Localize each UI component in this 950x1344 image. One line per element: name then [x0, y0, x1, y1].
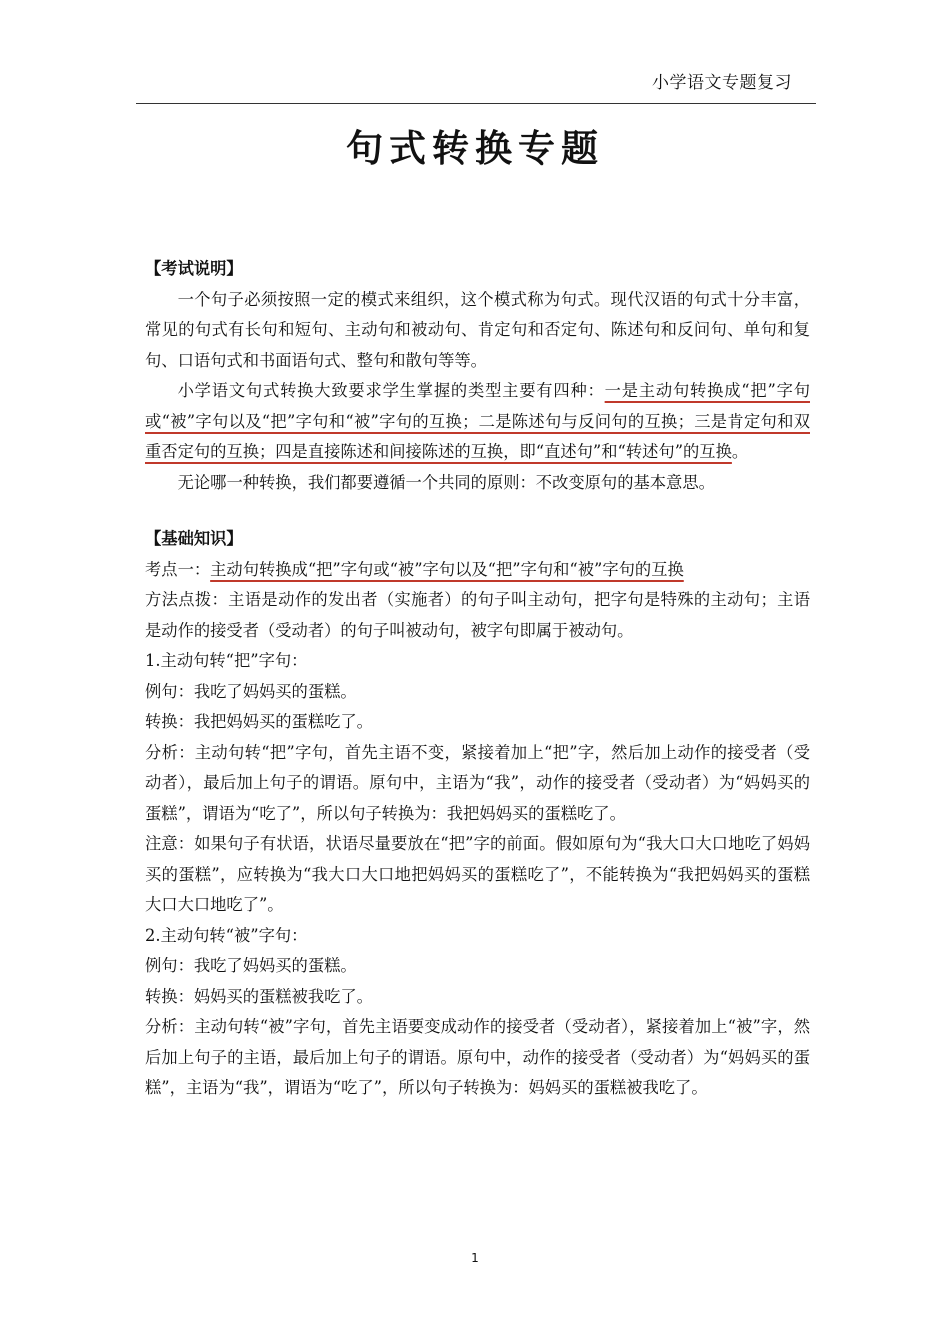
- analysis-2: 分析：主动句转“被”字句，首先主语要变成动作的接受者（受动者），紧接着加上“被”字，然后加上句子的主语，最后加上句子的谓语。原句中，动作的接受者（受动者）为“妈妈买的蛋糕”，主语为“我”，谓语为“吃了”，所以句子转换为：妈妈买的蛋糕被我吃了。: [145, 1017, 810, 1097]
- point1-lead: 考点一：: [145, 559, 211, 579]
- basics-heading: 【基础知识】: [145, 529, 243, 548]
- example-1: 例句：我吃了妈妈买的蛋糕。: [145, 681, 357, 701]
- section-gap: [145, 498, 810, 524]
- header-divider: [136, 103, 816, 104]
- conversion-2: 转换：妈妈买的蛋糕被我吃了。: [145, 986, 373, 1006]
- header-label: 小学语文专题复习: [652, 73, 792, 93]
- method-paragraph: 方法点拨：主语是动作的发出者（实施者）的句子叫主动句，把字句是特殊的主动句；主语是动作的接受者（受动者）的句子叫被动句，被字句即属于被动句。: [145, 590, 810, 640]
- example-2: 例句：我吃了妈妈买的蛋糕。: [145, 956, 357, 975]
- item-1-heading: 1.主动句转“把”字句：: [145, 651, 308, 670]
- conversion-1: 转换：我把妈妈买的蛋糕吃了。: [145, 712, 373, 731]
- analysis-1: 分析：主动句转“把”字句，首先主语不变，紧接着加上“把”字，然后加上动作的接受者（受动者），最后加上句子的谓语。原句中，主语为“我”，动作的接受者（受动者）为“妈妈买的蛋糕”，谓语为“吃了”，所以句子转换为：我把妈妈买的蛋糕吃了。: [145, 742, 810, 823]
- exam-paragraph-2: [145, 376, 810, 468]
- page-number: 1: [471, 1251, 479, 1265]
- point1-line: [145, 555, 810, 586]
- exam-p2-lead: 小学语文句式转换大致要求学生掌握的类型主要有四种：: [177, 381, 605, 400]
- exam-p2-tail: 。: [731, 442, 749, 461]
- page-title: 句式转换专题: [346, 127, 604, 170]
- point1-underlined: 主动句转换成“把”字句或“被”字句以及“把”字句和“被”字句的互换: [210, 559, 684, 579]
- note-1: 注意：如果句子有状语，状语尽量要放在“把”字的前面。假如原句为“我大口大口地吃了妈妈买的蛋糕”，应转换为“我大口大口地把妈妈买的蛋糕吃了”，不能转换为“我把妈妈买的蛋糕大口大口地吃了”。: [145, 834, 810, 914]
- item-2-heading: 2.主动句转“被”字句：: [145, 925, 308, 945]
- exam-heading: 【考试说明】: [145, 259, 243, 278]
- exam-p2-underlined: 一是主动句转换成“把”字句或“被”字句以及“把”字句和“被”字句的互换；二是陈述句与反问句的互换；三是肯定句和双重否定句的互换；四是直接陈述和间接陈述的互换，即“直述句”和“转述句”的互换: [145, 381, 810, 461]
- document-body: [145, 254, 810, 1104]
- exam-paragraph-3: 无论哪一种转换，我们都要遵循一个共同的原则：不改变原句的基本意思。: [177, 472, 715, 492]
- exam-paragraph-1: 一个句子必须按照一定的模式来组织，这个模式称为句式。现代汉语的句式十分丰富，常见的句式有长句和短句、主动句和被动句、肯定句和否定句、陈述句和反问句、单句和复句、口语句式和书面语句式、整句和散句等等。: [145, 289, 810, 370]
